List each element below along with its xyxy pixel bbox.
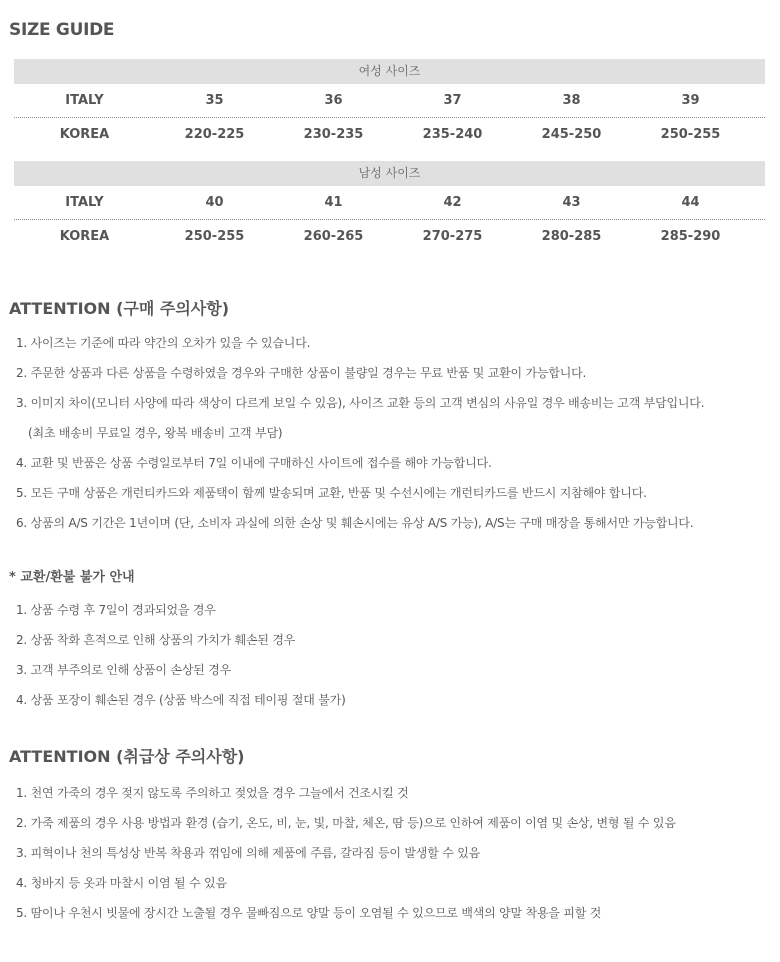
purchase-attention-list	[16, 328, 704, 538]
size-cell: 250-255	[660, 127, 721, 142]
list-item: 1. 상품 수령 후 7일이 경과되었을 경우	[16, 603, 216, 617]
list-item: 6. 상품의 A/S 기간은 1년이며 (단, 소비자 과실에 의한 손상 및 훼손시에는 유상 A/S 가능), A/S는 구매 매장을 통해서만 가능합니다.	[16, 516, 694, 530]
list-item: 1. 사이즈는 기준에 따라 약간의 오차가 있을 수 있습니다.	[16, 336, 311, 350]
women-korea-row	[14, 118, 765, 151]
list-item: 5. 땀이나 우천시 빗물에 장시간 노출될 경우 물빠짐으로 양말 등이 오염될 수 있으므로 백색의 양말 착용을 피할 것	[16, 906, 602, 920]
list-item: 4. 청바지 등 옷과 마찰시 이염 될 수 있음	[16, 876, 227, 890]
women-size-table	[14, 59, 765, 151]
size-cell: 235-240	[422, 127, 483, 142]
size-cell: 35	[205, 93, 224, 108]
men-size-header: 남성 사이즈	[14, 161, 765, 186]
size-cell: 41	[324, 195, 343, 210]
exchange-refund-list	[16, 595, 346, 715]
list-item: 4. 교환 및 반품은 상품 수령일로부터 7일 이내에 구매하신 사이트에 접수를 해야 가능합니다.	[16, 456, 492, 470]
list-item: 2. 주문한 상품과 다른 상품을 수령하였을 경우와 구매한 상품이 불량일 경우는 무료 반품 및 교환이 가능합니다.	[16, 366, 587, 380]
exchange-refund-heading: * 교환/환불 불가 안내	[9, 570, 135, 585]
size-cell: 36	[324, 93, 343, 108]
size-cell: 245-250	[541, 127, 602, 142]
size-cell: 270-275	[422, 229, 483, 244]
size-cell: 220-225	[184, 127, 245, 142]
handling-attention-heading: ATTENTION (취급상 주의사항)	[9, 747, 245, 766]
men-size-table	[14, 161, 765, 253]
list-item: 5. 모든 구매 상품은 개런티카드와 제품택이 함께 발송되며 교환, 반품 및 수선시에는 개런티카드를 반드시 지참해야 합니다.	[16, 486, 647, 500]
size-cell: 39	[681, 93, 700, 108]
row-label: KOREA	[59, 127, 110, 142]
men-italy-row	[14, 186, 765, 220]
size-cell: 285-290	[660, 229, 721, 244]
list-item: 3. 고객 부주의로 인해 상품이 손상된 경우	[16, 663, 232, 677]
list-item: 2. 가죽 제품의 경우 사용 방법과 환경 (습기, 온도, 비, 눈, 빛, 마찰, 체온, 땀 등)으로 인하여 제품이 이염 및 손상, 변형 될 수 있음	[16, 816, 676, 830]
list-item: 2. 상품 착화 흔적으로 인해 상품의 가치가 훼손된 경우	[16, 633, 296, 647]
size-cell: 260-265	[303, 229, 364, 244]
men-korea-row	[14, 220, 765, 253]
size-cell: 43	[562, 195, 581, 210]
list-item: (최초 배송비 무료일 경우, 왕복 배송비 고객 부담)	[28, 426, 283, 440]
list-item: 3. 피혁이나 천의 특성상 반복 착용과 꺾임에 의해 제품에 주름, 갈라짐 등이 발생할 수 있음	[16, 846, 480, 860]
size-cell: 250-255	[184, 229, 245, 244]
women-size-header: 여성 사이즈	[14, 59, 765, 84]
size-cell: 230-235	[303, 127, 364, 142]
size-cell: 280-285	[541, 229, 602, 244]
size-cell: 44	[681, 195, 700, 210]
row-label: KOREA	[59, 229, 110, 244]
purchase-attention-heading: ATTENTION (구매 주의사항)	[9, 299, 230, 318]
list-item: 1. 천연 가죽의 경우 젖지 않도록 주의하고 젖었을 경우 그늘에서 건조시킬 것	[16, 786, 409, 800]
list-item: 4. 상품 포장이 훼손된 경우 (상품 박스에 직접 테이핑 절대 불가)	[16, 693, 346, 707]
size-cell: 37	[443, 93, 462, 108]
page-title: SIZE GUIDE	[9, 20, 115, 40]
size-cell: 40	[205, 195, 224, 210]
list-item: 3. 이미지 차이(모니터 사양에 따라 색상이 다르게 보일 수 있음), 사이즈 교환 등의 고객 변심의 사유일 경우 배송비는 고객 부담입니다.	[16, 396, 705, 410]
row-label: ITALY	[65, 93, 104, 108]
handling-attention-list	[16, 778, 676, 928]
women-italy-row	[14, 84, 765, 118]
size-cell: 42	[443, 195, 462, 210]
row-label: ITALY	[65, 195, 104, 210]
size-cell: 38	[562, 93, 581, 108]
